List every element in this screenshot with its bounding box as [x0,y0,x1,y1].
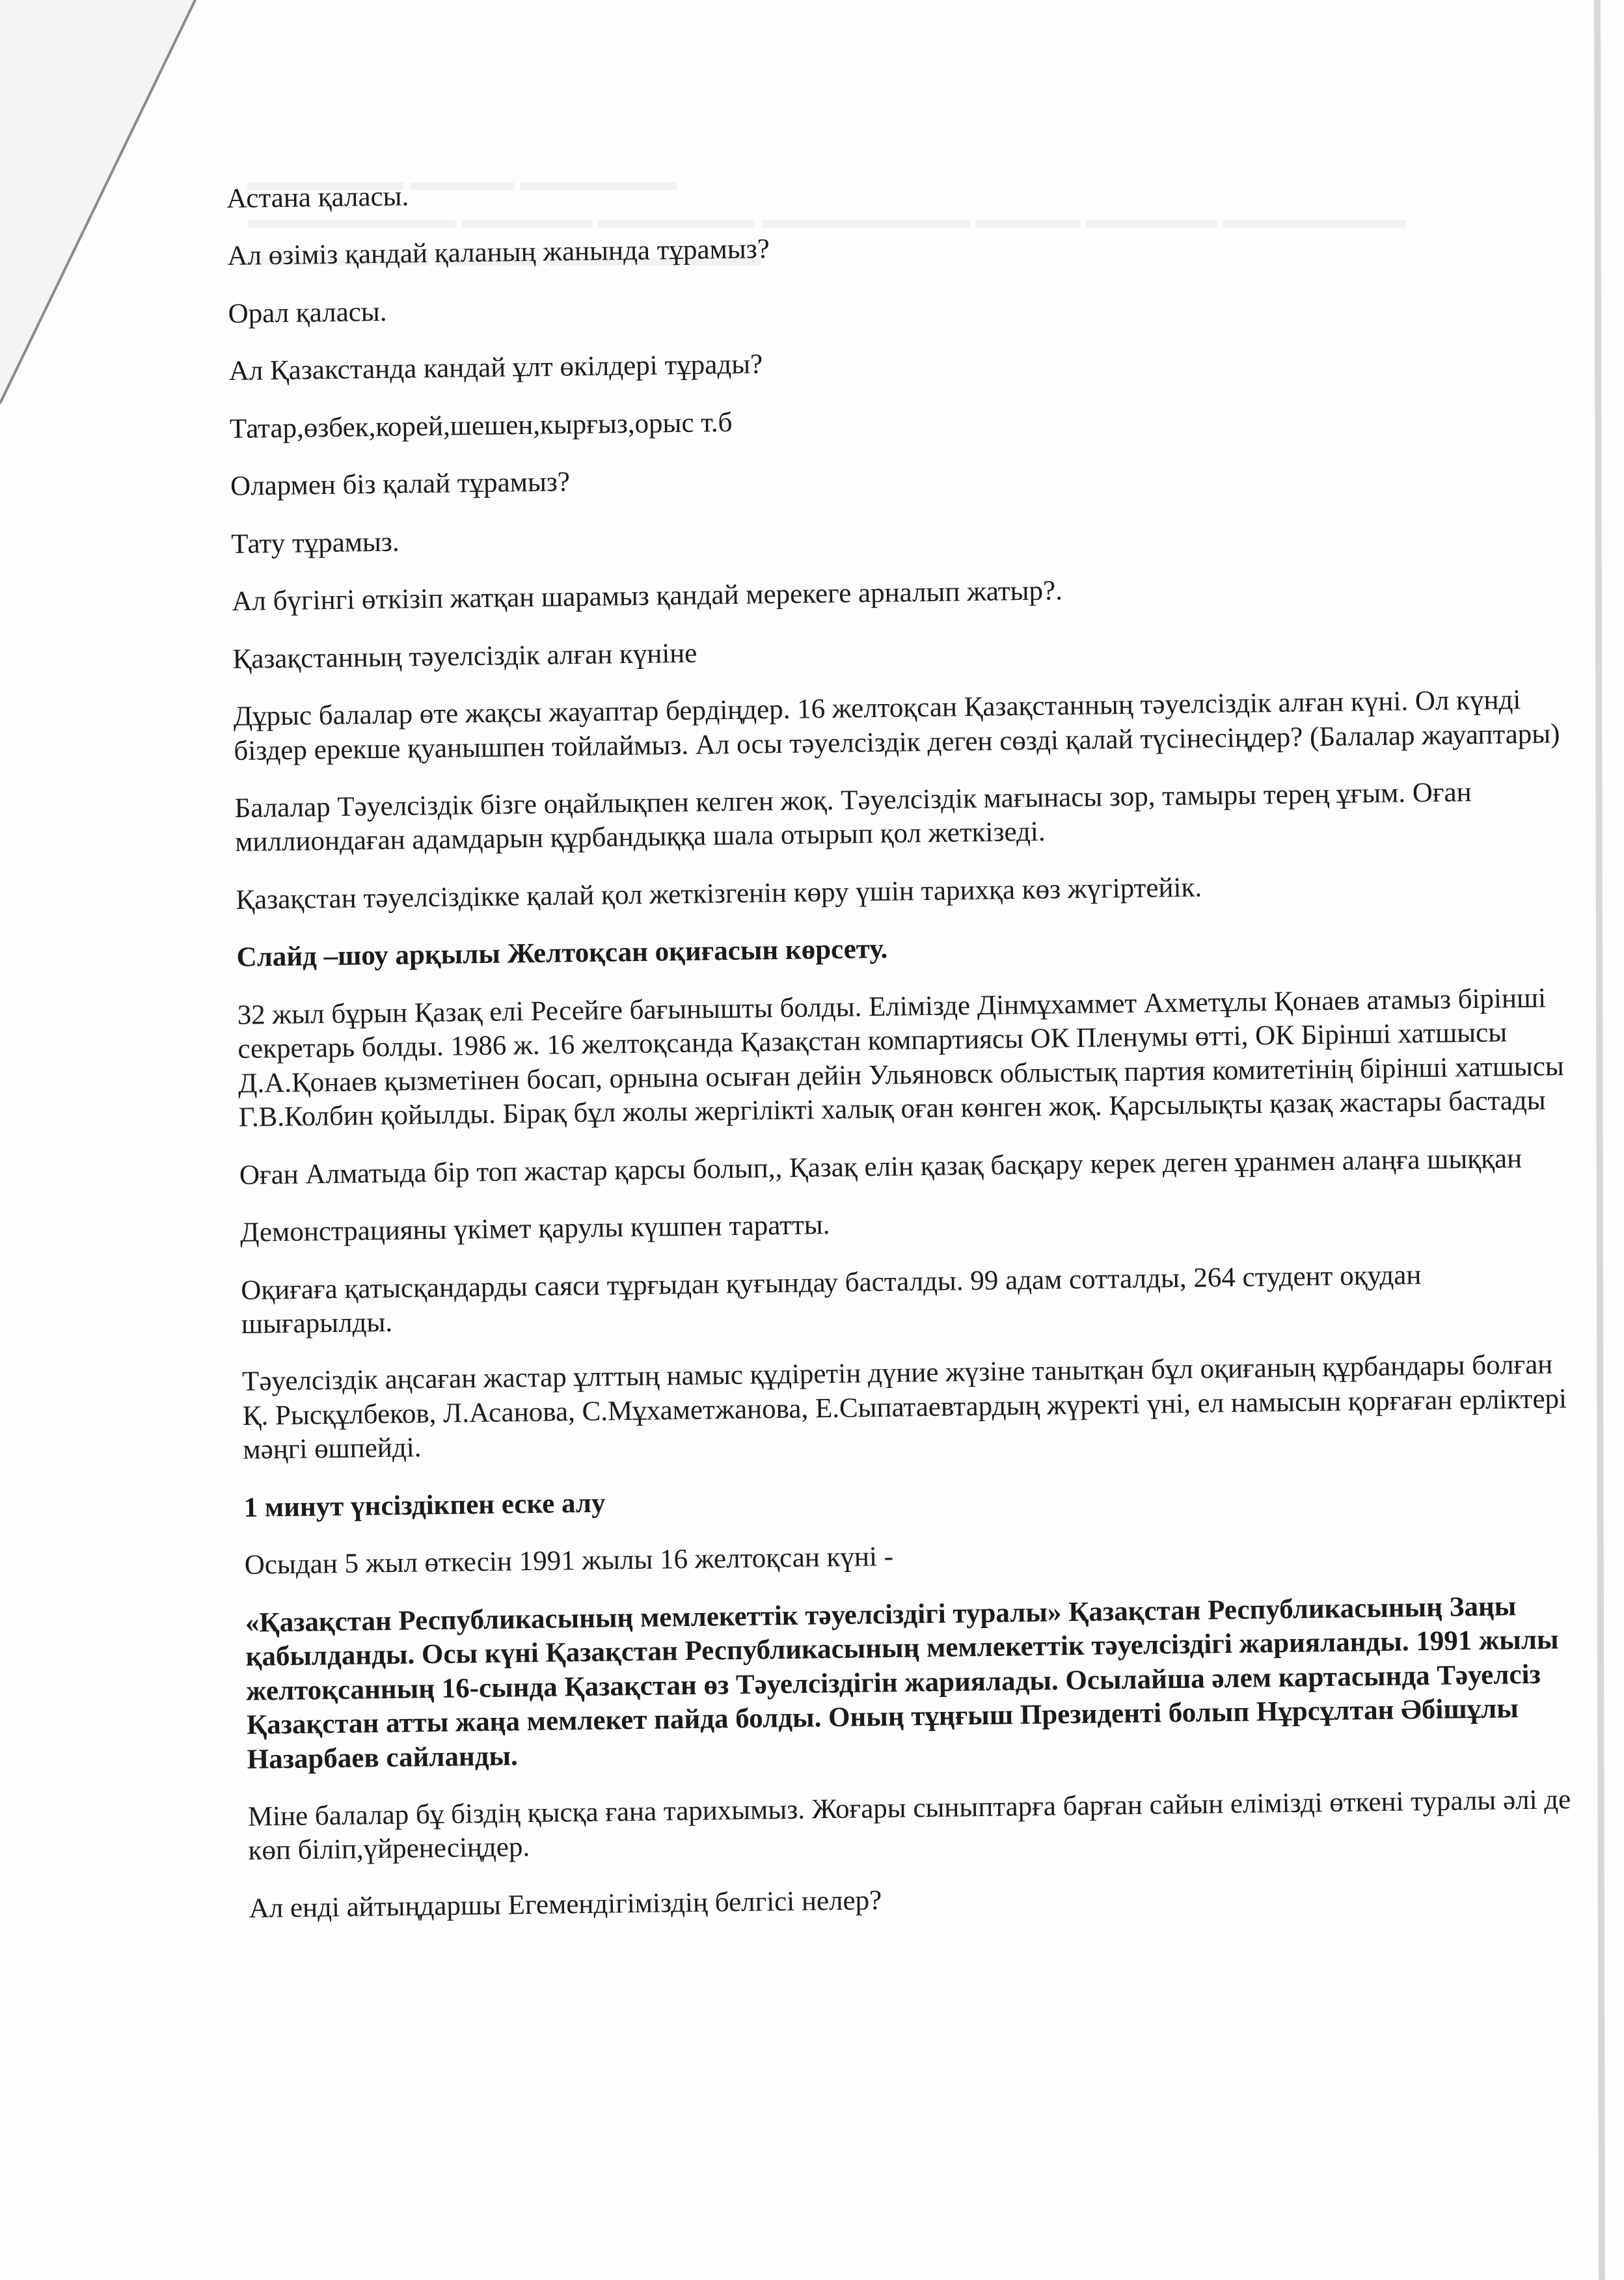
bold-paragraph: 1 минут үнсіздікпен еске алу [243,1487,606,1523]
paragraph: Дұрыс балалар өте жақсы жауаптар бердіңдер. 16 желтоқсан Қазақстанның тәуелсіздік алған күні. Ол күнді біздер ерекше қуанышпен тойлаймыз. Ал осы тәуелсіздік деген сөзді қалай түсінесіңдер? (Балалар жауаптары) [233,685,1560,767]
paragraph: Қазақстан тәуелсіздікке қалай қол жеткізгенін көру үшін тарихқа көз жүгіртейік. [236,872,1202,916]
paragraph: Міне балалар бұ біздің қысқа ғана тарихымыз. Жоғары сыныптарға барған сайын елімізді өткені туралы әлі де көп біліп,үйренесіңдер. [247,1784,1571,1867]
paragraph: Ал бүгінгі өткізіп жатқан шарамыз қандай мерекеге арналып жатыр?. [232,575,1063,618]
paragraph: Осыдан 5 жыл өткесін 1991 жылы 16 желтоқсан күні - [244,1541,894,1581]
paragraph: Астана қаласы. [226,181,409,214]
paragraph: Балалар Тәуелсіздік бізге оңайлықпен келген жоқ. Тәуелсіздік мағынасы зор, тамыры терең ұғым. Оған миллиондаған адамдарын құрбандыққа шала отырып қол жеткізеді. [234,777,1472,858]
document-body [226,165,1577,1949]
paragraph: Ал енді айтыңдаршы Егемендігіміздің белгісі нелер? [249,1884,882,1924]
paragraph: Тату тұрамыз. [230,526,399,560]
paragraph: Ал өзіміз қандай қаланың жанында тұрамыз? [227,234,770,272]
paragraph: Татар,өзбек,корей,шешен,кырғыз,орыс т.б [229,407,733,444]
paragraph: Оқиғаға қатысқандарды саяси тұрғыдан қуғындау басталды. 99 адам сотталды, 264 студент оқудан шығарылды. [240,1259,1422,1340]
paragraph: Олармен біз қалай тұрамыз? [230,467,571,502]
paragraph: Орал қаласы. [228,296,387,329]
bold-paragraph: Слайд –шоу арқылы Желтоқсан оқиғасын көрсету. [236,934,888,973]
paragraph: Демонстрацияны үкімет қарулы күшпен таратты. [239,1210,830,1248]
paragraph: Оған Алматыда бір топ жастар қарсы болып,, Қазақ елін қазақ басқару керек деген ұранмен алаңға шыққан [239,1143,1522,1191]
paragraph: 32 жыл бұрын Қазақ елі Ресейге бағынышты болды. Елімізде Дінмұхаммет Ахметұлы Қонаев атамыз бірінші секретарь болды. 1986 ж. 16 желтоқсанда Қазақстан компартиясы ОК Пленумы өтті, ОК Бірінші хатшысы Д.А.Қонаев қызметінен босап, орнына осыған дейін Ульяновск облыстық партия комитетінің бірінші хатшысы Г.В.Колбин қойылды. Бірақ бұл жолы жергілікті халық оған көнген жоқ. Қарсылықты қазақ жастары бастады [237,983,1565,1133]
paragraph: Тәуелсіздік аңсаған жастар ұлттың намыс құдіретін дүние жүзіне танытқан бұл оқиғаның құрбандары болған Қ. Рысқұлбеков, Л.Асанова, С.Мұхаметжанова, Е.Сыпатаевтардың жүректі үні, ел намысын қорғаған ерліктері мәңгі өшпейді. [241,1349,1567,1466]
bold-paragraph: «Қазақстан Республикасының мемлекеттік тәуелсіздігі туралы» Қазақстан Республикасының Заңы қабылданды. Осы күні Қазақстан Республикасының мемлекеттік тәуелсіздігі жарияланды. 1991 жылы желтоқсанның 16-сында Қазақстан өз Тәуелсіздігін жариялады. Осылайша әлем картасында Тәуелсіз Қазақстан атты жаңа мемлекет пайда болды. Оның тұңғыш Президенті болып Нұрсұлтан Әбішұлы Назарбаев сайланды. [245,1590,1559,1775]
paragraph: Ал Қазакстанда кандай ұлт өкілдері тұрады? [228,349,763,387]
paragraph: Қазақстанның тәуелсіздік алған күніне [232,638,697,675]
